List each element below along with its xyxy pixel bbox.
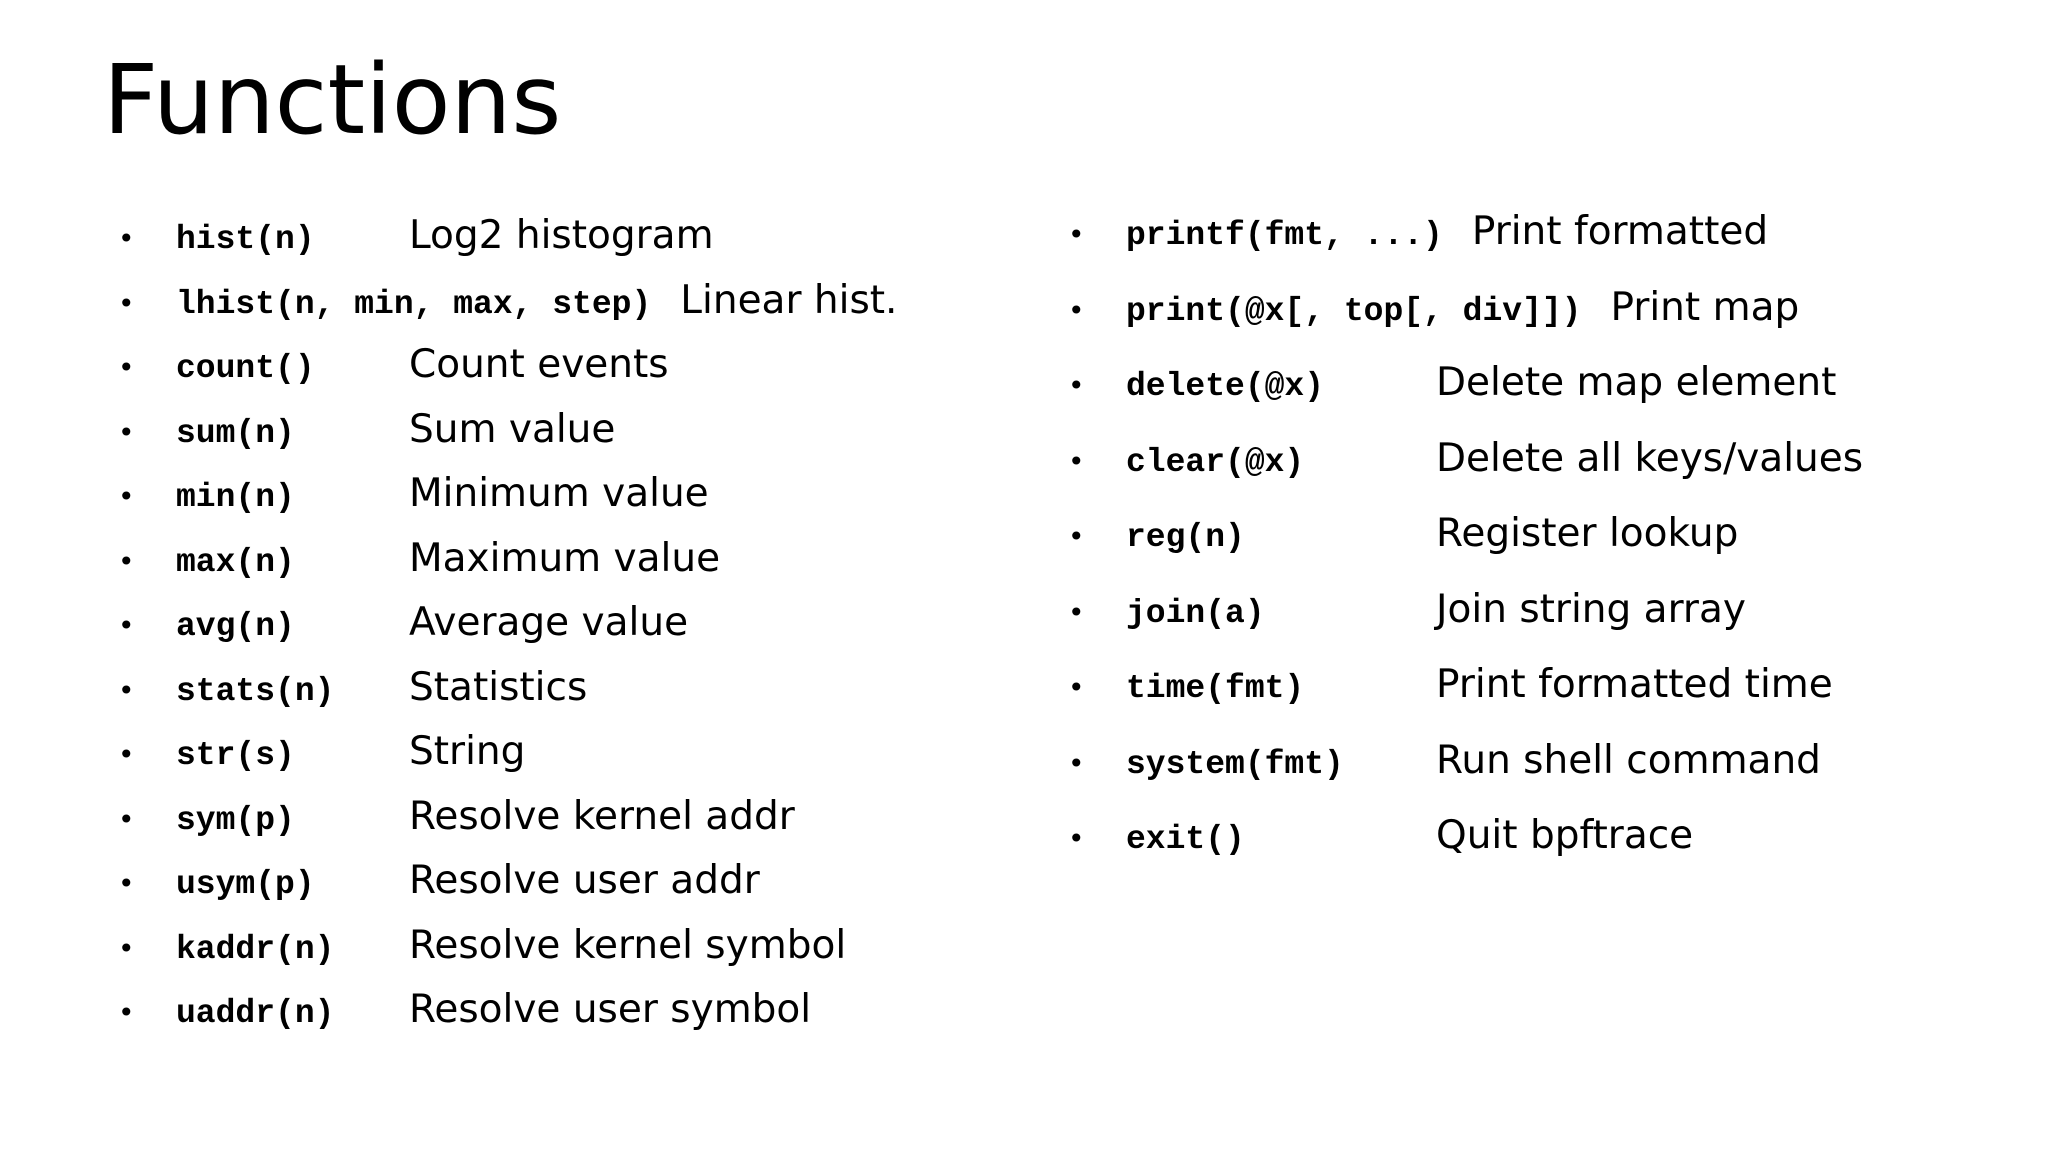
- list-item-usym: [118, 857, 897, 922]
- list-item-hist: [118, 212, 897, 277]
- bullet-icon: •: [118, 286, 135, 320]
- function-name: sum(n): [176, 414, 295, 452]
- list-item-uaddr: [118, 986, 897, 1051]
- function-name: stats(n): [176, 672, 335, 710]
- function-description: Delete map element: [1436, 360, 1837, 405]
- bullet-icon: •: [1068, 595, 1085, 629]
- function-name: uaddr(n): [176, 995, 335, 1032]
- function-description: Statistics: [409, 664, 588, 710]
- function-name: reg(n): [1126, 519, 1245, 556]
- bullet-icon: •: [1068, 822, 1085, 855]
- list-item-print: [1068, 284, 1863, 360]
- function-name: min(n): [176, 479, 295, 516]
- function-name: time(fmt): [1126, 670, 1305, 707]
- function-description: Delete all keys/values: [1436, 435, 1864, 481]
- function-name: clear(@x): [1126, 443, 1305, 481]
- list-item-count: [118, 341, 897, 406]
- list-item-min: [118, 470, 897, 535]
- bullet-icon: •: [118, 931, 135, 965]
- function-description: Join string array: [1436, 586, 1746, 632]
- list-item-delete: [1068, 359, 1863, 435]
- function-name: join(a): [1126, 594, 1265, 632]
- bullet-icon: •: [118, 415, 135, 449]
- bullet-icon: •: [118, 738, 135, 771]
- bullet-icon: •: [118, 480, 135, 513]
- function-name: exit(): [1126, 821, 1245, 858]
- bullet-icon: •: [1068, 293, 1085, 327]
- list-item-exit: [1068, 812, 1863, 888]
- function-name: max(n): [176, 543, 295, 581]
- function-description: Linear hist.: [680, 277, 898, 323]
- bullet-icon: •: [1068, 444, 1085, 478]
- function-description: Minimum value: [409, 471, 709, 516]
- function-description: Register lookup: [1436, 511, 1739, 556]
- bullet-icon: •: [118, 867, 135, 900]
- function-name: usym(p): [176, 866, 315, 903]
- function-name: lhist(n, min, max, step): [176, 285, 652, 323]
- list-item-max: [118, 535, 897, 600]
- function-description: Maximum value: [409, 535, 721, 581]
- function-description: Average value: [409, 600, 689, 645]
- function-name: sym(p): [176, 801, 295, 839]
- bullet-icon: •: [1068, 746, 1085, 780]
- function-name: print(@x[, top[, div]]): [1126, 292, 1582, 330]
- list-item-system: [1068, 737, 1863, 813]
- function-name: delete(@x): [1126, 368, 1325, 405]
- bullet-icon: •: [1068, 218, 1085, 251]
- function-name: count(): [176, 350, 315, 387]
- list-item-lhist: [118, 277, 897, 342]
- function-description: Resolve kernel addr: [409, 793, 795, 839]
- list-item-avg: [118, 599, 897, 664]
- function-description: Print formatted: [1471, 209, 1769, 254]
- function-name: system(fmt): [1126, 745, 1344, 783]
- bullet-icon: •: [1068, 520, 1085, 553]
- function-description: Log2 histogram: [409, 213, 714, 258]
- list-item-kaddr: [118, 922, 897, 987]
- list-item-str: [118, 728, 897, 793]
- bullet-icon: •: [118, 996, 135, 1029]
- bullet-icon: •: [118, 222, 135, 255]
- left-function-list: [118, 212, 897, 1051]
- bullet-icon: •: [118, 609, 135, 642]
- bullet-icon: •: [1068, 369, 1085, 402]
- bullet-icon: •: [118, 673, 135, 707]
- bullet-icon: •: [118, 544, 135, 578]
- function-description: String: [409, 729, 526, 774]
- right-function-list: [1068, 208, 1863, 888]
- slide-title: Functions: [103, 44, 562, 156]
- function-name: str(s): [176, 737, 295, 774]
- list-item-clear: [1068, 435, 1863, 511]
- function-description: Sum value: [409, 406, 616, 452]
- bullet-icon: •: [118, 802, 135, 836]
- list-item-printf: [1068, 208, 1863, 284]
- function-description: Print map: [1610, 284, 1800, 330]
- list-item-reg: [1068, 510, 1863, 586]
- bullet-icon: •: [118, 351, 135, 384]
- function-description: Print formatted time: [1436, 662, 1833, 707]
- function-name: kaddr(n): [176, 930, 335, 968]
- function-name: avg(n): [176, 608, 295, 645]
- function-description: Resolve user symbol: [409, 987, 812, 1032]
- list-item-sum: [118, 406, 897, 471]
- function-name: hist(n): [176, 221, 315, 258]
- list-item-sym: [118, 793, 897, 858]
- function-description: Quit bpftrace: [1436, 813, 1694, 858]
- function-description: Run shell command: [1436, 737, 1821, 783]
- function-name: printf(fmt, ...): [1126, 217, 1443, 254]
- function-description: Resolve kernel symbol: [409, 922, 847, 968]
- function-description: Count events: [409, 342, 669, 387]
- bullet-icon: •: [1068, 671, 1085, 704]
- list-item-join: [1068, 586, 1863, 662]
- list-item-time: [1068, 661, 1863, 737]
- function-description: Resolve user addr: [409, 858, 760, 903]
- list-item-stats: [118, 664, 897, 729]
